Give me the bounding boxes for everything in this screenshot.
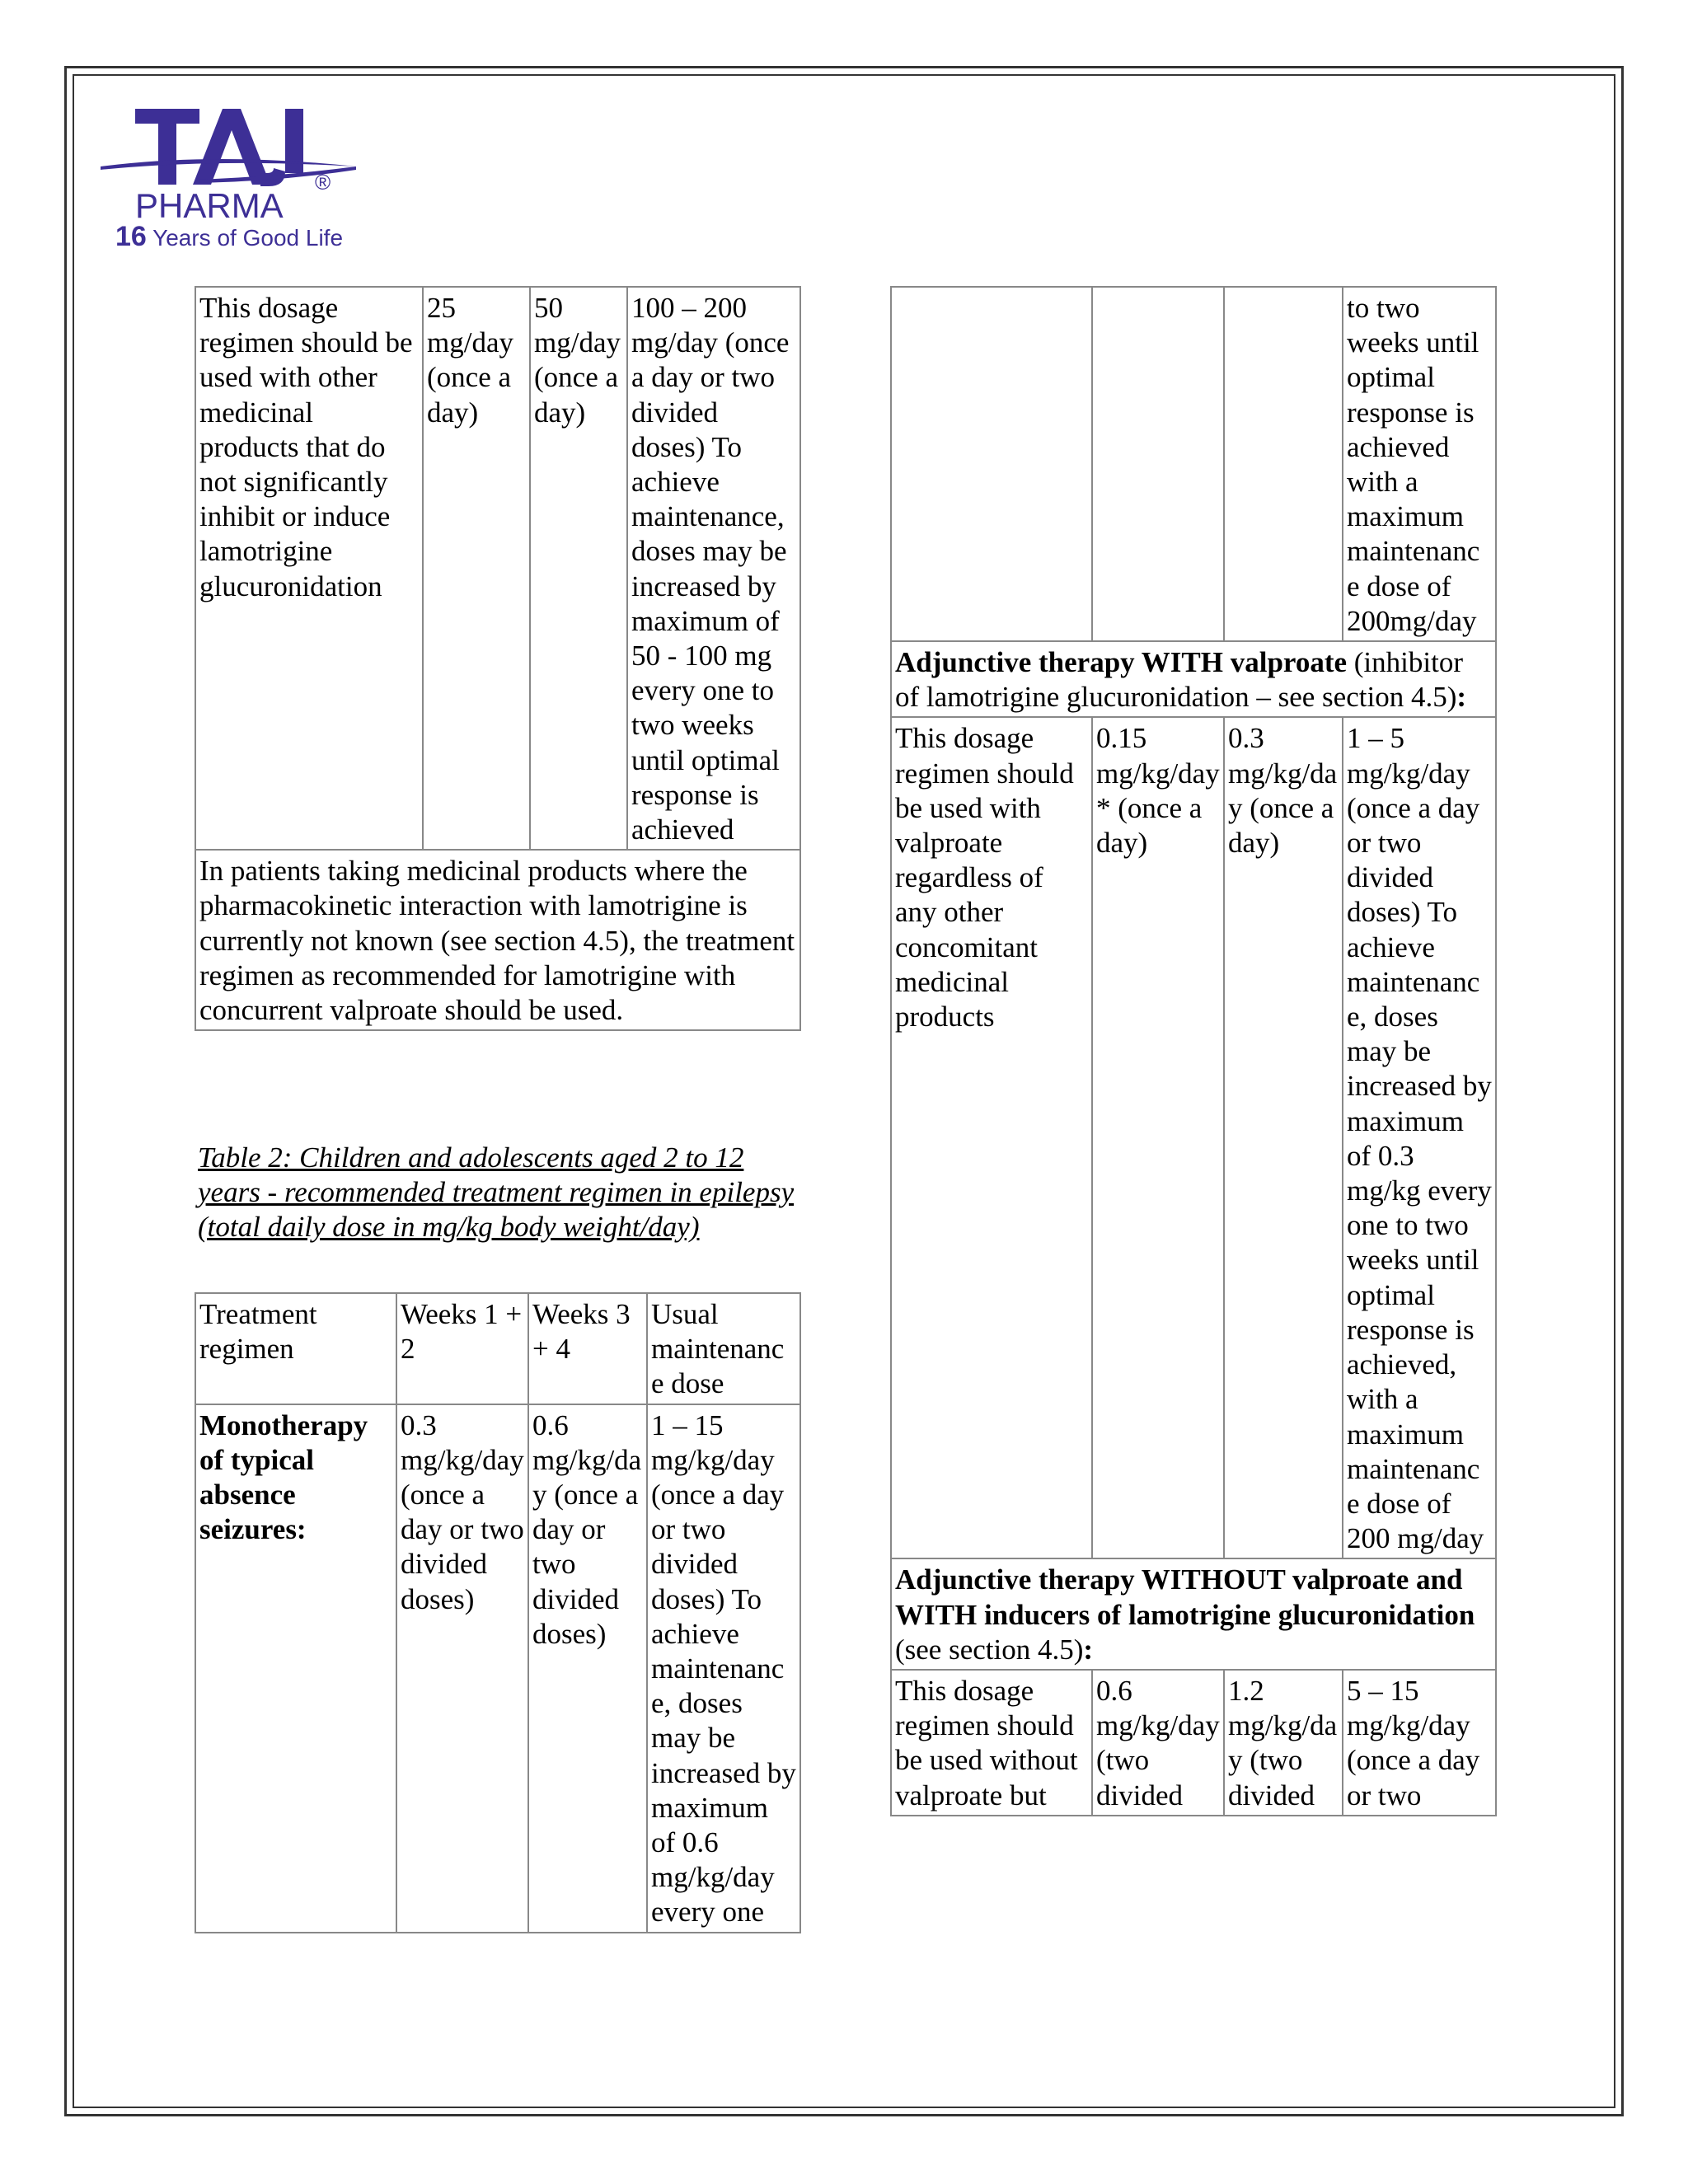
maintenance-dose: 1 – 15 mg/kg/day (once a day or two divided doses) To achieve maintenance, doses may be increased by maximum of 0.6 mg/kg/day every one <box>647 1404 800 1933</box>
dosing-table-continued <box>195 286 801 1031</box>
heading-rest: (inhibitor of lamotrigine glucuronidation – see section 4.5) <box>895 646 1463 714</box>
monotherapy-label: Monotherapy of typical absence seizures: <box>195 1404 396 1933</box>
weeks-1-2-dose: 0.3 mg/kg/day (once a day or two divided doses) <box>396 1404 528 1933</box>
heading-colon: : <box>1456 681 1467 714</box>
registered-mark: ® <box>315 170 331 194</box>
regimen-description: This dosage regimen should be used with valproate regardless of any other concomitant medicinal products <box>891 717 1092 1558</box>
maintenance-dose: 5 – 15 mg/kg/day (once a day or two <box>1343 1670 1496 1816</box>
table-row <box>195 850 800 1030</box>
empty-cell <box>891 287 1092 641</box>
table-section-row <box>891 641 1496 717</box>
weeks-1-2-dose: 25 mg/day (once a day) <box>423 287 530 850</box>
table-row <box>891 287 1496 641</box>
header-treatment-regimen: Treatment regimen <box>195 1293 396 1404</box>
weeks-1-2-dose: 0.15 mg/kg/day* (once a day) <box>1092 717 1224 1558</box>
logo-tagline <box>115 221 343 253</box>
table-2-children-dosing-continued <box>890 286 1497 1816</box>
regimen-description: This dosage regimen should be used without valproate but <box>891 1670 1092 1816</box>
table-section-row <box>891 1558 1496 1670</box>
empty-cell <box>1092 287 1224 641</box>
valproate-section-heading <box>891 641 1496 717</box>
header-weeks-1-2: Weeks 1 + 2 <box>396 1293 528 1404</box>
weeks-3-4-dose: 0.3 mg/kg/day (once a day) <box>1224 717 1343 1558</box>
logo-years-text: Years of Good Life <box>152 225 344 251</box>
interaction-note: In patients taking medicinal products where the pharmacokinetic interaction with lamotrigine is currently not known (see section 4.5), the treatment regimen as recommended for lamotrigine with concurrent valproate should be used. <box>195 850 800 1030</box>
weeks-1-2-dose: 0.6 mg/kg/day (two divided <box>1092 1670 1224 1816</box>
heading-colon: : <box>1083 1633 1094 1666</box>
table-row <box>195 287 800 850</box>
heading-bold: Adjunctive therapy WITHOUT valproate and WITH inducers of lamotrigine glucuronidation <box>895 1563 1475 1631</box>
table-2-caption: Table 2: Children and adolescents aged 2 to 12 years - recommended treatment regimen in epilepsy (total daily dose in mg/kg body weight/day) <box>198 1141 795 1244</box>
weeks-3-4-dose: 1.2 mg/kg/day (two divided <box>1224 1670 1343 1816</box>
table-row <box>891 717 1496 1558</box>
header-maintenance-dose: Usual maintenance dose <box>647 1293 800 1404</box>
weeks-3-4-dose: 0.6 mg/kg/day (once a day or two divided doses) <box>528 1404 647 1933</box>
table-row <box>891 1670 1496 1816</box>
logo-pharma-text: PHARMA <box>135 186 284 225</box>
maintenance-continuation: to two weeks until optimal response is achieved with a maximum maintenance dose of 200mg/day <box>1343 287 1496 641</box>
empty-cell <box>1224 287 1343 641</box>
heading-bold: Adjunctive therapy WITH valproate <box>895 646 1348 679</box>
weeks-3-4-dose: 50 mg/day (once a day) <box>530 287 627 850</box>
inducers-section-heading <box>891 1558 1496 1670</box>
regimen-description: This dosage regimen should be used with other medicinal products that do not significantly inhibit or induce lamotrigine glucuronidation <box>195 287 423 850</box>
maintenance-dose: 1 – 5 mg/kg/day (once a day or two divided doses) To achieve maintenance, doses may be increased by maximum of 0.3 mg/kg every one to two weeks until optimal response is achieved, with a maximum maintenance dose of 200 mg/day <box>1343 717 1496 1558</box>
maintenance-dose: 100 – 200 mg/day (once a day or two divided doses) To achieve maintenance, doses may be increased by maximum of 50 - 100 mg every one to two weeks until optimal response is achieved <box>627 287 800 850</box>
table-2-children-dosing <box>195 1292 801 1933</box>
logo-years-number: 16 <box>115 221 147 252</box>
taj-pharma-logo <box>99 97 371 254</box>
table-header-row <box>195 1293 800 1404</box>
table-row <box>195 1404 800 1933</box>
header-weeks-3-4: Weeks 3 + 4 <box>528 1293 647 1404</box>
heading-rest: (see section 4.5) <box>895 1633 1084 1666</box>
